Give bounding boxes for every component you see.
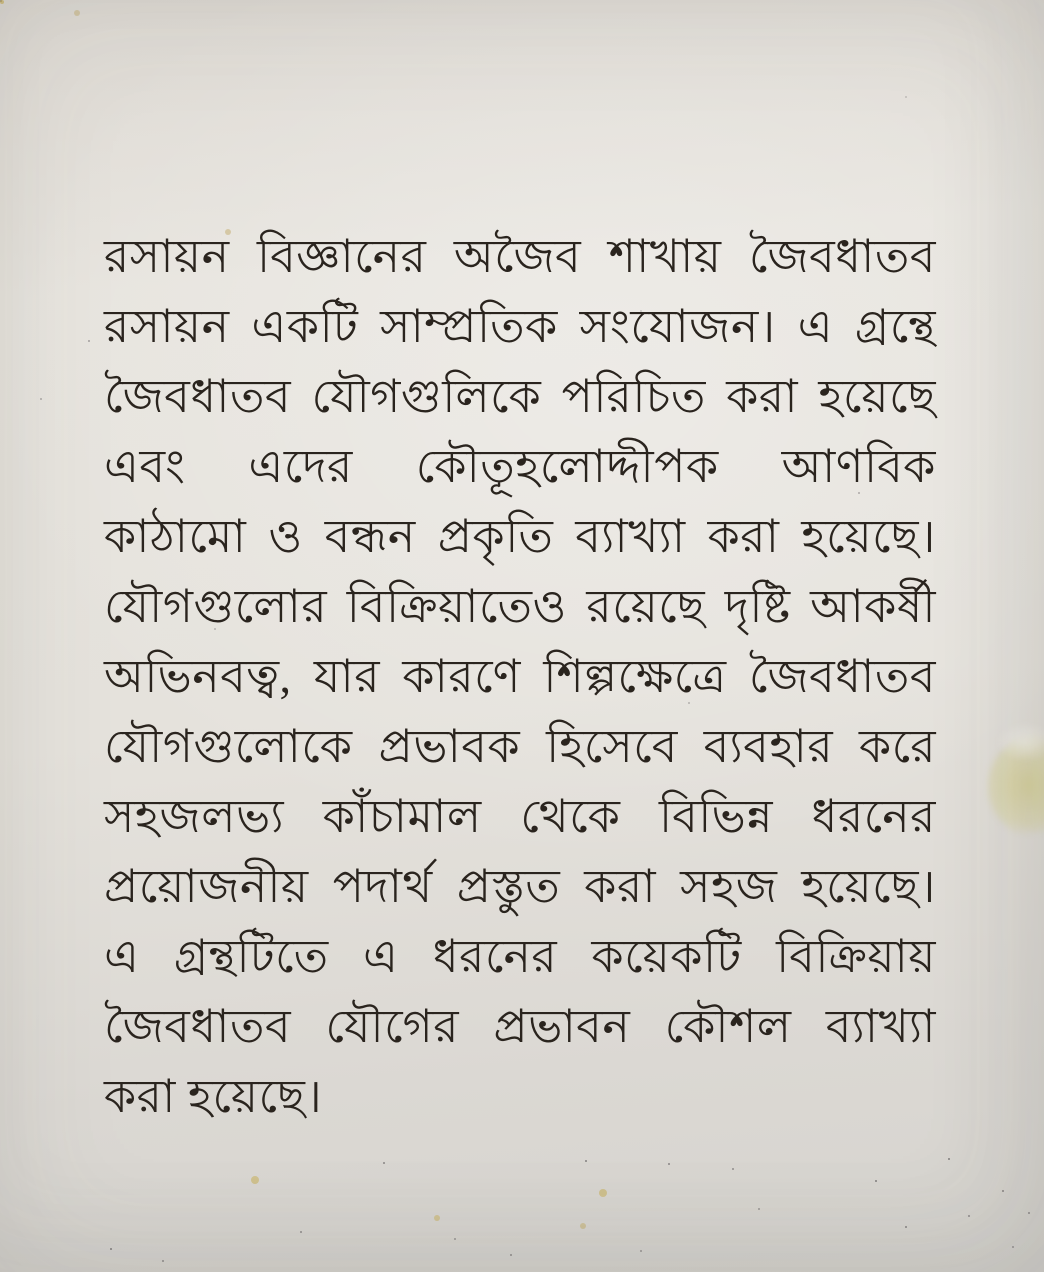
text-line: এ গ্রন্থটিতে এ ধরনের কয়েকটি বিক্রিয়ায় xyxy=(104,931,936,982)
text-line: সহজলভ্য কাঁচামাল থেকে বিভিন্ন ধরনের xyxy=(104,791,936,842)
text-line: রসায়ন একটি সাম্প্রতিক সংযোজন। এ গ্রন্থে xyxy=(104,301,936,352)
text-line: এবং এদের কৌতূহলোদ্দীপক আণবিক xyxy=(104,441,936,492)
paper-flecks xyxy=(0,0,4,4)
text-line: কাঠামো ও বন্ধন প্রকৃতি ব্যাখ্যা করা হয়েছে। xyxy=(104,511,936,562)
text-line: জৈবধাতব যৌগের প্রভাবন কৌশল ব্যাখ্যা xyxy=(104,1001,936,1052)
text-line: রসায়ন বিজ্ঞানের অজৈব শাখায় জৈবধাতব xyxy=(104,231,936,282)
text-line: প্রয়োজনীয় পদার্থ প্রস্তুত করা সহজ হয়েছে। xyxy=(104,861,936,912)
text-line: জৈবধাতব যৌগগুলিকে পরিচিত করা হয়েছে xyxy=(104,371,936,422)
paragraph xyxy=(104,222,936,1132)
text-line: করা হয়েছে। xyxy=(104,1071,323,1122)
text-line: যৌগগুলোর বিক্রিয়াতেও রয়েছে দৃষ্টি আকর্ষী xyxy=(104,581,936,632)
text-line: অভিনবত্ব, যার কারণে শিল্পক্ষেত্রে জৈবধাতব xyxy=(104,651,936,702)
text-line: যৌগগুলোকে প্রভাবক হিসেবে ব্যবহার করে xyxy=(104,721,936,772)
